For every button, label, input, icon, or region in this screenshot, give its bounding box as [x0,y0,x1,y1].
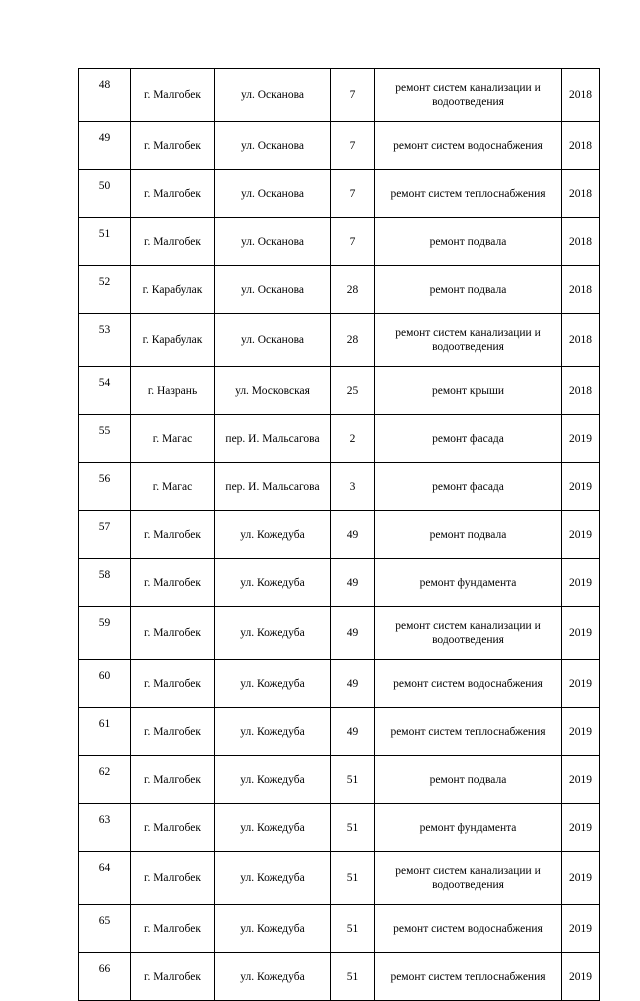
table-row [79,756,600,804]
city-cell: г. Магас [131,463,215,511]
house-number-cell: 51 [331,804,375,852]
house-number-cell: 7 [331,122,375,170]
work-type-cell: ремонт фасада [375,415,562,463]
row-number-cell: 53 [79,314,131,367]
year-cell: 2019 [562,804,600,852]
city-cell: г. Малгобек [131,607,215,660]
year-cell: 2019 [562,905,600,953]
house-number-cell: 7 [331,170,375,218]
street-cell: ул. Кожедуба [215,511,331,559]
city-cell: г. Назрань [131,367,215,415]
street-cell: ул. Кожедуба [215,953,331,1001]
street-cell: ул. Кожедуба [215,756,331,804]
table-body [79,69,600,1001]
city-cell: г. Малгобек [131,660,215,708]
row-number-cell: 60 [79,660,131,708]
city-cell: г. Малгобек [131,708,215,756]
row-number-cell: 59 [79,607,131,660]
city-cell: г. Малгобек [131,804,215,852]
house-number-cell: 51 [331,756,375,804]
house-number-cell: 51 [331,852,375,905]
street-cell: ул. Кожедуба [215,708,331,756]
year-cell: 2019 [562,415,600,463]
city-cell: г. Малгобек [131,905,215,953]
table-row [79,314,600,367]
house-number-cell: 7 [331,218,375,266]
row-number-cell: 54 [79,367,131,415]
work-type-cell: ремонт систем водоснабжения [375,905,562,953]
table-row [79,905,600,953]
house-number-cell: 25 [331,367,375,415]
work-type-cell: ремонт систем теплоснабжения [375,708,562,756]
table-row [79,69,600,122]
house-number-cell: 28 [331,314,375,367]
city-cell: г. Малгобек [131,852,215,905]
city-cell: г. Малгобек [131,953,215,1001]
work-type-cell: ремонт фундамента [375,559,562,607]
street-cell: ул. Кожедуба [215,607,331,660]
street-cell: ул. Кожедуба [215,852,331,905]
table-row [79,559,600,607]
city-cell: г. Малгобек [131,122,215,170]
table-row [79,415,600,463]
house-number-cell: 49 [331,559,375,607]
street-cell: ул. Кожедуба [215,905,331,953]
work-type-cell: ремонт систем теплоснабжения [375,953,562,1001]
year-cell: 2018 [562,69,600,122]
city-cell: г. Карабулак [131,314,215,367]
work-type-cell: ремонт подвала [375,756,562,804]
street-cell: ул. Московская [215,367,331,415]
table-row [79,463,600,511]
work-type-cell: ремонт систем канализации и водоотведения [375,69,562,122]
house-number-cell: 28 [331,266,375,314]
city-cell: г. Малгобек [131,218,215,266]
house-number-cell: 51 [331,905,375,953]
street-cell: ул. Осканова [215,69,331,122]
table-row [79,953,600,1001]
work-type-cell: ремонт систем водоснабжения [375,660,562,708]
year-cell: 2019 [562,953,600,1001]
table-row [79,607,600,660]
street-cell: пер. И. Мальсагова [215,463,331,511]
house-number-cell: 49 [331,708,375,756]
year-cell: 2018 [562,170,600,218]
work-type-cell: ремонт подвала [375,266,562,314]
row-number-cell: 66 [79,953,131,1001]
year-cell: 2019 [562,852,600,905]
city-cell: г. Малгобек [131,170,215,218]
street-cell: ул. Осканова [215,266,331,314]
year-cell: 2019 [562,463,600,511]
year-cell: 2019 [562,660,600,708]
street-cell: ул. Кожедуба [215,804,331,852]
work-type-cell: ремонт фасада [375,463,562,511]
repair-schedule-table [78,68,600,1001]
house-number-cell: 51 [331,953,375,1001]
row-number-cell: 56 [79,463,131,511]
table-row [79,218,600,266]
table-row [79,170,600,218]
row-number-cell: 64 [79,852,131,905]
table-row [79,660,600,708]
row-number-cell: 48 [79,69,131,122]
row-number-cell: 57 [79,511,131,559]
street-cell: пер. И. Мальсагова [215,415,331,463]
table-row [79,708,600,756]
row-number-cell: 50 [79,170,131,218]
work-type-cell: ремонт систем теплоснабжения [375,170,562,218]
work-type-cell: ремонт систем канализации и водоотведения [375,607,562,660]
table-row [79,122,600,170]
city-cell: г. Малгобек [131,559,215,607]
street-cell: ул. Кожедуба [215,660,331,708]
work-type-cell: ремонт систем канализации и водоотведения [375,314,562,367]
work-type-cell: ремонт систем водоснабжения [375,122,562,170]
city-cell: г. Малгобек [131,756,215,804]
house-number-cell: 49 [331,511,375,559]
table-row [79,511,600,559]
year-cell: 2018 [562,367,600,415]
house-number-cell: 7 [331,69,375,122]
house-number-cell: 3 [331,463,375,511]
house-number-cell: 2 [331,415,375,463]
year-cell: 2018 [562,122,600,170]
table-row [79,852,600,905]
table-row [79,804,600,852]
row-number-cell: 61 [79,708,131,756]
street-cell: ул. Кожедуба [215,559,331,607]
year-cell: 2019 [562,607,600,660]
year-cell: 2019 [562,511,600,559]
year-cell: 2018 [562,314,600,367]
street-cell: ул. Осканова [215,218,331,266]
row-number-cell: 55 [79,415,131,463]
row-number-cell: 58 [79,559,131,607]
work-type-cell: ремонт систем канализации и водоотведения [375,852,562,905]
table-row [79,266,600,314]
house-number-cell: 49 [331,660,375,708]
year-cell: 2018 [562,266,600,314]
street-cell: ул. Осканова [215,314,331,367]
row-number-cell: 65 [79,905,131,953]
city-cell: г. Малгобек [131,511,215,559]
row-number-cell: 49 [79,122,131,170]
work-type-cell: ремонт крыши [375,367,562,415]
street-cell: ул. Осканова [215,170,331,218]
city-cell: г. Магас [131,415,215,463]
year-cell: 2019 [562,559,600,607]
year-cell: 2019 [562,756,600,804]
work-type-cell: ремонт подвала [375,511,562,559]
table-row [79,367,600,415]
row-number-cell: 62 [79,756,131,804]
year-cell: 2019 [562,708,600,756]
work-type-cell: ремонт фундамента [375,804,562,852]
work-type-cell: ремонт подвала [375,218,562,266]
street-cell: ул. Осканова [215,122,331,170]
row-number-cell: 63 [79,804,131,852]
city-cell: г. Малгобек [131,69,215,122]
city-cell: г. Карабулак [131,266,215,314]
row-number-cell: 52 [79,266,131,314]
row-number-cell: 51 [79,218,131,266]
house-number-cell: 49 [331,607,375,660]
year-cell: 2018 [562,218,600,266]
